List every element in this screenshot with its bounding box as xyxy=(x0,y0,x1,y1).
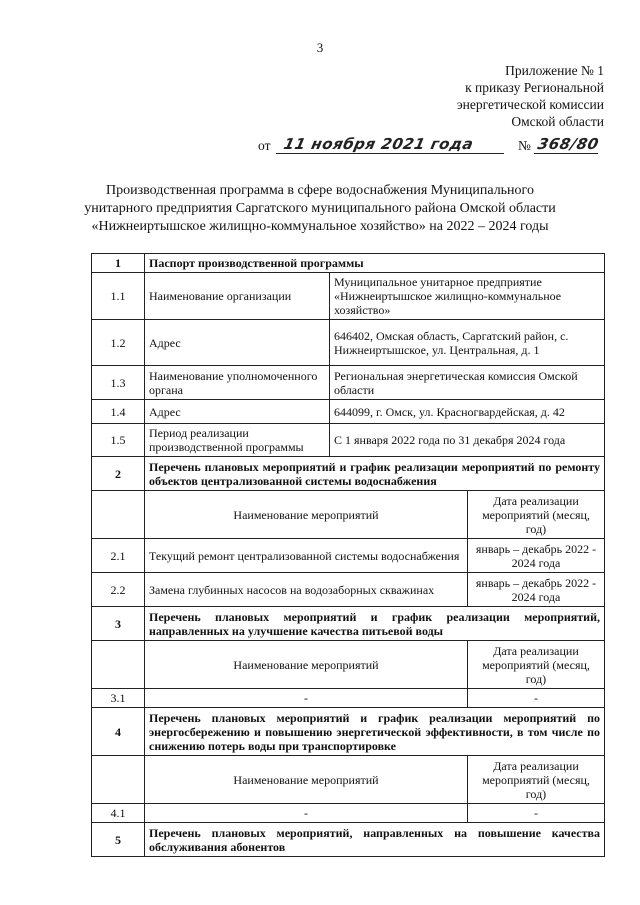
row-date: - xyxy=(468,689,605,708)
document-title xyxy=(40,182,600,236)
row-number: 2.1 xyxy=(92,539,145,573)
section-number: 1 xyxy=(92,254,145,273)
section-number: 4 xyxy=(92,708,145,756)
row-value: Муниципальное унитарное предприятие «Нижнеиртышское жилищно-коммунальное хозяйство» xyxy=(330,273,605,320)
row-number: 3.1 xyxy=(92,689,145,708)
row-date: январь – декабрь 2022 - 2024 года xyxy=(468,539,605,573)
table-row xyxy=(92,400,605,424)
table-row xyxy=(92,573,605,607)
row-activity: - xyxy=(145,804,468,823)
table-header-row xyxy=(92,491,605,539)
row-value: 644099, г. Омск, ул. Красногвардейская, д. 42 xyxy=(330,400,605,424)
table-header-row xyxy=(92,756,605,804)
row-number: 2.2 xyxy=(92,573,145,607)
column-header-date: Дата реализации мероприятий (месяц, год) xyxy=(468,756,605,804)
row-label: Адрес xyxy=(145,400,330,424)
appendix-line: энергетической комиссии xyxy=(456,97,604,112)
row-number: 1.4 xyxy=(92,400,145,424)
empty-cell xyxy=(92,641,145,689)
order-date-handwritten: 11 ноября 2021 года xyxy=(282,135,476,153)
table-row xyxy=(92,804,605,823)
order-number-handwritten: 368/80 xyxy=(536,135,601,153)
order-from-label: от xyxy=(258,138,271,153)
column-header-name: Наименование мероприятий xyxy=(145,756,468,804)
section-title: Перечень плановых мероприятий и график реализации мероприятий по ремонту объектов централизованной системы водоснабжения xyxy=(145,457,605,491)
table-row xyxy=(92,689,605,708)
table-header-row xyxy=(92,641,605,689)
section-number: 5 xyxy=(92,823,145,857)
row-number: 1.2 xyxy=(92,320,145,366)
appendix-line: к приказу Региональной xyxy=(465,80,604,95)
table-row xyxy=(92,424,605,457)
section-row xyxy=(92,823,605,857)
table-row xyxy=(92,539,605,573)
row-number: 1.3 xyxy=(92,366,145,400)
row-date: - xyxy=(468,804,605,823)
row-activity: Замена глубинных насосов на водозаборных скважинах xyxy=(145,573,468,607)
number-underline xyxy=(534,153,598,154)
section-number: 3 xyxy=(92,607,145,641)
program-table xyxy=(91,253,605,857)
title-line: Производственная программа в сфере водоснабжения Муниципального xyxy=(106,183,534,198)
title-line: «Нижнеиртышское жилищно-коммунальное хозяйство» на 2022 – 2024 годы xyxy=(91,219,549,234)
title-line: унитарного предприятия Саргатского муниципального района Омской области xyxy=(84,201,556,216)
page-number: 3 xyxy=(316,40,324,55)
row-label: Период реализации производственной программы xyxy=(145,424,330,457)
date-underline xyxy=(276,153,504,154)
row-value: 646402, Омская область, Саргатский район, с. Нижнеиртышское, ул. Центральная, д. 1 xyxy=(330,320,605,366)
section-row xyxy=(92,708,605,756)
row-number: 4.1 xyxy=(92,804,145,823)
empty-cell xyxy=(92,491,145,539)
section-number: 2 xyxy=(92,457,145,491)
order-date-number xyxy=(250,132,610,158)
column-header-date: Дата реализации мероприятий (месяц, год) xyxy=(468,491,605,539)
row-number: 1.1 xyxy=(92,273,145,320)
row-activity: Текущий ремонт централизованной системы водоснабжения xyxy=(145,539,468,573)
section-title: Перечень плановых мероприятий и график реализации мероприятий по энергосбережению и повышению энергетической эффективности, в том числе по снижению потерь воды при транспортировке xyxy=(145,708,605,756)
section-title: Перечень плановых мероприятий, направленных на повышение качества обслуживания абонентов xyxy=(145,823,605,857)
section-title: Паспорт производственной программы xyxy=(145,254,605,273)
appendix-header xyxy=(457,62,604,130)
row-label: Адрес xyxy=(145,320,330,366)
row-number: 1.5 xyxy=(92,424,145,457)
order-number-label: № xyxy=(518,138,531,153)
row-label: Наименование уполномоченного органа xyxy=(145,366,330,400)
row-value: С 1 января 2022 года по 31 декабря 2024 года xyxy=(330,424,605,457)
table-row xyxy=(92,273,605,320)
table-row xyxy=(92,366,605,400)
empty-cell xyxy=(92,756,145,804)
row-value: Региональная энергетическая комиссия Омской области xyxy=(330,366,605,400)
column-header-date: Дата реализации мероприятий (месяц, год) xyxy=(468,641,605,689)
section-row xyxy=(92,607,605,641)
row-label: Наименование организации xyxy=(145,273,330,320)
appendix-line: Омской области xyxy=(511,114,604,129)
section-row xyxy=(92,457,605,491)
table-row xyxy=(92,320,605,366)
column-header-name: Наименование мероприятий xyxy=(145,641,468,689)
column-header-name: Наименование мероприятий xyxy=(145,491,468,539)
row-date: январь – декабрь 2022 - 2024 года xyxy=(468,573,605,607)
section-row xyxy=(92,254,605,273)
row-activity: - xyxy=(145,689,468,708)
section-title: Перечень плановых мероприятий и график реализации мероприятий, направленных на улучшение качества питьевой воды xyxy=(145,607,605,641)
appendix-line: Приложение № 1 xyxy=(505,63,604,78)
